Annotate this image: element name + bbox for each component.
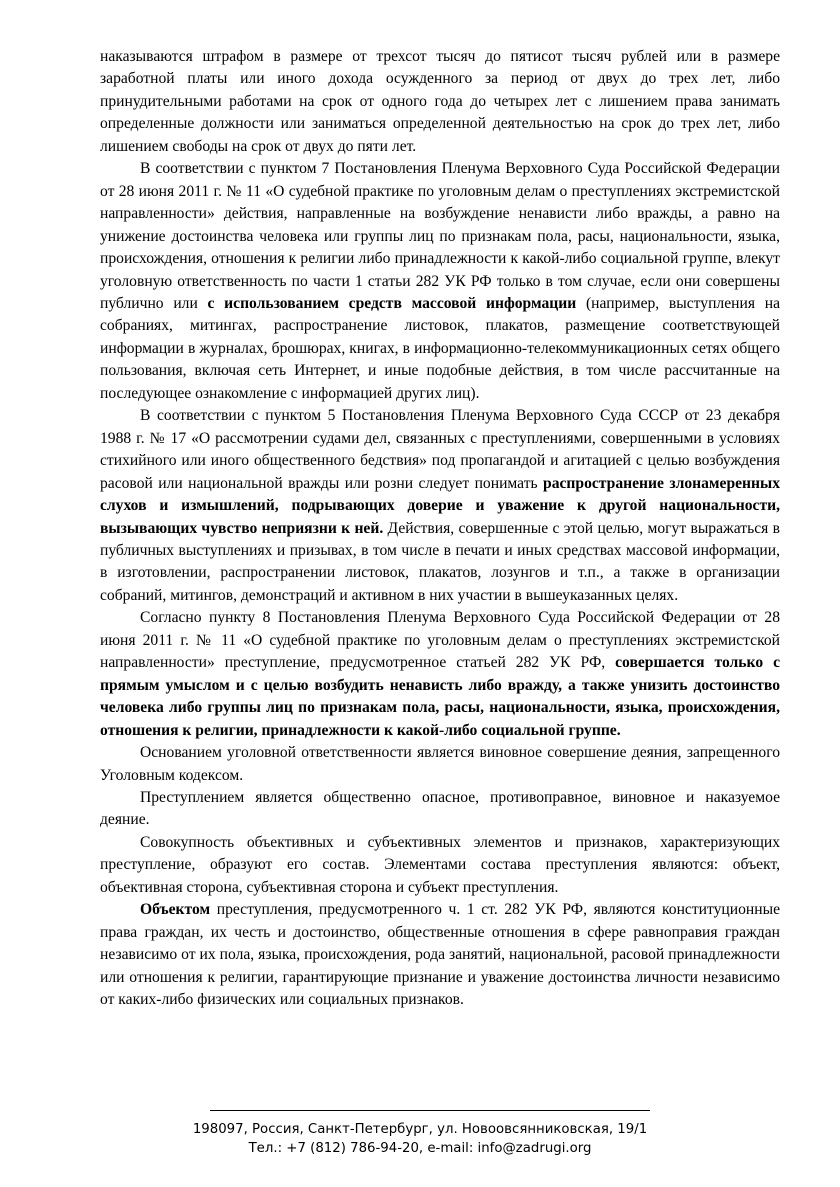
paragraph-2-run-3: (например, выступления на собраниях, митингах, распространение листовок, плакатов, размещение соответствующей информации в журналах, брошюрах, книгах, в информационно-телекоммуникационных сетях общего пользования, включая сеть Интернет, и иные подобные действия, в том числе рассчитанные на последующее ознакомление с информацией других лиц). [100, 294, 780, 402]
footer-divider [210, 1110, 650, 1111]
paragraph-1 [100, 46, 780, 158]
paragraph-5-run-1: Основанием уголовной ответственности является виновное совершение деяния, запрещенного Уголовным кодексом. [100, 744, 780, 784]
paragraph-2-bold-run: с использованием средств массовой информации [207, 294, 577, 312]
paragraph-4-bold-run: совершается только с прямым умыслом и с целью возбудить ненависть либо вражду, а также унизить достоинство человека либо группы лиц по признакам пола, расы, национальности, языка, происхождения, отношения к религии, принадлежности к какой-либо социальной группе. [100, 654, 780, 739]
paragraph-2-run-1: В соответствии с пунктом 7 Постановления Пленума Верховного Суда Российской Федерации от 28 июня 2011 г. № 11 «О судебной практике по уголовным делам о преступлениях экстремистской направленности» действия, направленные на возбуждение ненависти либо вражды, а равно на унижение достоинства человека или группы лиц по признакам пола, расы, национальности, языка, происхождения, отношения к религии либо принадлежности к какой-либо социальной группе, влекут уголовную ответственность по части 1 статьи 282 УК РФ только в том случае, если они совершены публично или [100, 160, 780, 312]
paragraph-8-run-2: преступления, предусмотренного ч. 1 ст. 282 УК РФ, являются конституционные права граждан, их честь и достоинство, общественные отношения в сфере равноправия граждан независимо от их пола, языка, происхождения, рода занятий, национальной, расовой принадлежности или отношения к религии, гарантирующие признание и уважение достоинства личности независимо от каких-либо физических или социальных признаков. [100, 901, 780, 1009]
paragraph-6-run-1: Преступлением является общественно опасное, противоправное, виновное и наказуемое деяние. [100, 788, 780, 829]
paragraph-8-bold-run: Объектом [140, 901, 211, 919]
paragraph-6 [100, 787, 780, 832]
footer-address: 198097, Россия, Санкт-Петербург, ул. Новоовсянниковская, 19/1 [192, 1122, 648, 1137]
paragraph-4-run-1: Согласно пункту 8 Постановления Пленума Верховного Суда Российской Федерации от 28 июня 2011 г. № 11 «О судебной практике по уголовным делам о преступлениях экстремистской направленности» преступление, предусмотренное статьей 282 УК РФ, [100, 609, 780, 672]
paragraph-3-run-3: Действия, совершенные с этой целью, могут выражаться в публичных выступлениях и призывах, в том числе в печати и иных средствах массовой информации, в изготовлении, распространении листовок, плакатов, лозунгов и т.п., а также в организации собраний, митингов, демонстраций и активном в них участии в вышеуказанных целях. [100, 519, 780, 604]
paragraph-8 [100, 899, 780, 1011]
paragraph-5 [100, 742, 780, 787]
paragraph-7 [100, 832, 780, 899]
paragraph-3-run-1: В соответствии с пунктом 5 Постановления Пленума Верховного Суда СССР от 23 декабря 1988 г. № 17 «О рассмотрении судами дел, связанных с преступлениями, совершенными в условиях стихийного или иного общественного бедствия» под пропагандой и агитацией с целью возбуждения расовой или национальной вражды или розни следует понимать [100, 407, 780, 492]
document-body [100, 46, 780, 1011]
paragraph-2 [100, 158, 780, 405]
paragraph-1-run-1: наказываются штрафом в размере от трехсот тысяч до пятисот тысяч рублей или в размере заработной платы или иного дохода осужденного за период от двух до трех лет, либо принудительными работами на срок от одного года до четырех лет с лишением права занимать определенные должности или заниматься определенной деятельностью на срок до трех лет, либо лишением свободы на срок от двух до пяти лет. [100, 48, 780, 155]
paragraph-3-bold-run: распространение злонамеренных слухов и измышлений, подрывающих доверие и уважение к другой национальности, вызывающих чувство неприязни к ней. [100, 474, 780, 537]
paragraph-4 [100, 607, 780, 742]
paragraph-3 [100, 405, 780, 607]
paragraph-7-run-1: Совокупность объективных и субъективных элементов и признаков, характеризующих преступление, образуют его состав. Элементами состава преступления являются: объект, объективная сторона, субъективная сторона и субъект преступления. [100, 833, 780, 896]
footer-contacts: Тел.: +7 (812) 786-94-20, e-mail: info@zadrugi.org [248, 1141, 592, 1156]
